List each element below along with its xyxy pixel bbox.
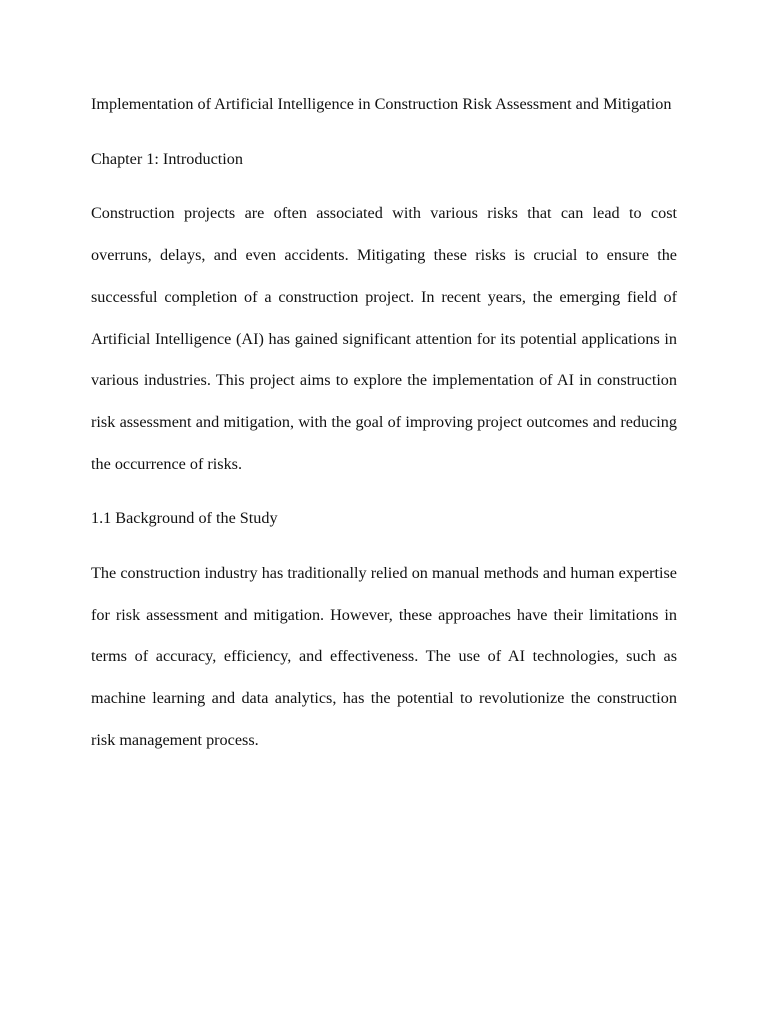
document-title: Implementation of Artificial Intelligence in Construction Risk Assessment and Mitigation [91,95,672,113]
background-paragraph: The construction industry has traditionally relied on manual methods and human expertise for risk assessment and mitigation. However, these approaches have their limitations in terms of accuracy, efficiency, and effectiveness. The use of AI technologies, such as machine learning and data analytics, has the potential to revolutionize the construction risk management process. [91,564,677,749]
intro-paragraph: Construction projects are often associated with various risks that can lead to cost overruns, delays, and even accidents. Mitigating these risks is crucial to ensure the successful completion of a construction project. In recent years, the emerging field of Artificial Intelligence (AI) has gained significant attention for its potential applications in various industries. This project aims to explore the implementation of AI in construction risk assessment and mitigation, with the goal of improving project outcomes and reducing the occurrence of risks. [91,204,677,473]
chapter-heading: Chapter 1: Introduction [91,149,243,168]
section-heading: 1.1 Background of the Study [91,509,278,528]
